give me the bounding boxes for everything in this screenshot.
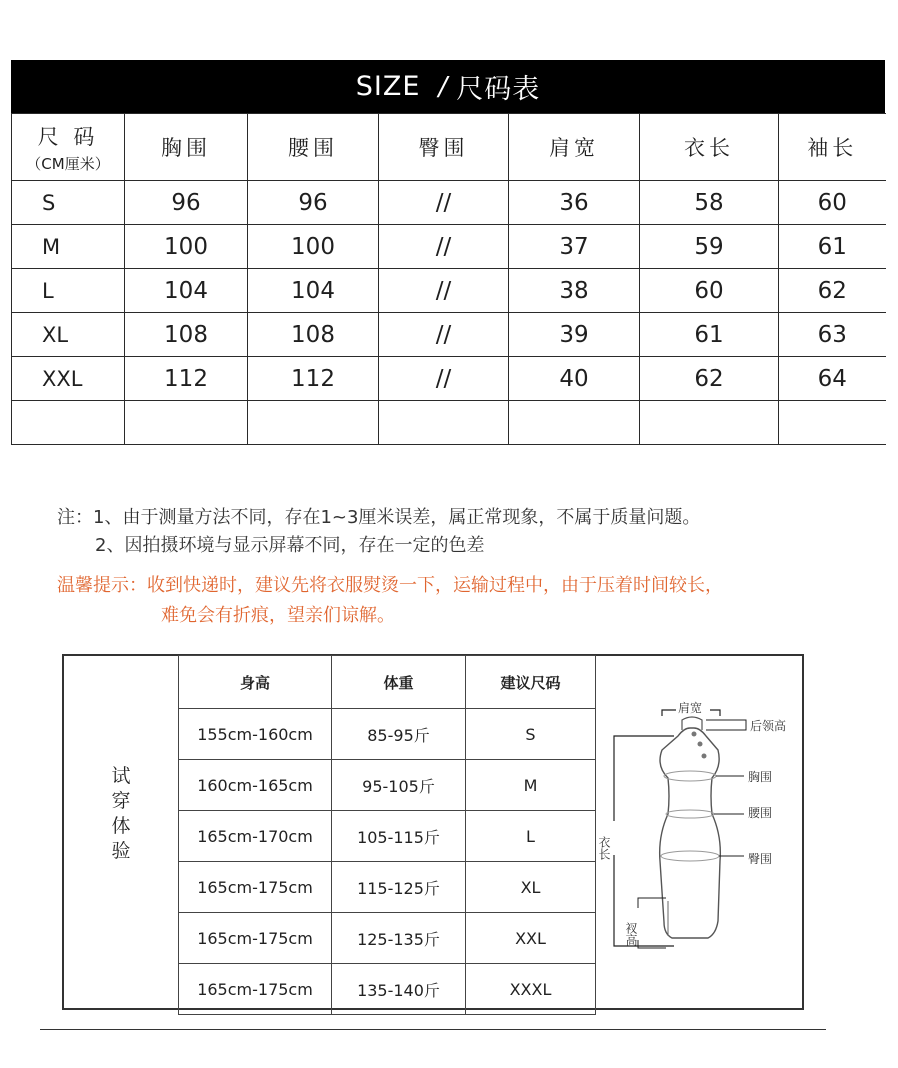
label-waist: 腰围	[748, 806, 773, 820]
size-title-separator: /	[438, 71, 449, 102]
label-hip: 臀围	[748, 852, 773, 866]
cell-chest: 104	[125, 269, 248, 313]
cell-hip: //	[379, 269, 509, 313]
table-row	[179, 760, 597, 811]
cell-sleeve: 63	[779, 313, 886, 357]
fit-header-size: 建议尺码	[466, 656, 596, 709]
fit-cell-height: 165cm-175cm	[179, 862, 332, 913]
cell-hip: //	[379, 225, 509, 269]
fit-header-weight: 体重	[332, 656, 466, 709]
header-sleeve: 袖长	[779, 114, 886, 181]
size-chart-title	[11, 60, 885, 113]
fit-cell-height: 165cm-170cm	[179, 811, 332, 862]
cell-shoulder: 40	[509, 357, 640, 401]
table-row	[12, 269, 886, 313]
cell-empty	[509, 401, 640, 445]
header-unit-label: （CM厘米）	[26, 154, 110, 173]
fit-cell-weight: 135-140斤	[332, 964, 466, 1015]
tip-line-2: 难免会有折痕，望亲们谅解。	[161, 605, 395, 626]
header-length: 衣长	[640, 114, 779, 181]
fit-cell-size: XL	[466, 862, 596, 913]
note-line-2: 2、因拍摄环境与显示屏幕不同，存在一定的色差	[95, 535, 485, 556]
qipao-measurement-diagram	[594, 686, 804, 986]
fit-cell-weight: 115-125斤	[332, 862, 466, 913]
cell-length: 62	[640, 357, 779, 401]
header-size	[12, 114, 125, 181]
cell-hip: //	[379, 313, 509, 357]
size-title-cn: 尺码表	[456, 74, 541, 105]
measurement-notes	[57, 504, 700, 560]
cell-empty	[12, 401, 125, 445]
table-row-empty	[12, 401, 886, 445]
cell-length: 61	[640, 313, 779, 357]
cell-hip: //	[379, 181, 509, 225]
warm-tip	[57, 571, 723, 631]
table-row	[12, 357, 886, 401]
cell-sleeve: 62	[779, 269, 886, 313]
cell-sleeve: 64	[779, 357, 886, 401]
table-row	[179, 811, 597, 862]
cell-empty	[125, 401, 248, 445]
cell-chest: 100	[125, 225, 248, 269]
table-row	[12, 313, 886, 357]
label-chest: 胸围	[748, 770, 773, 784]
label-shoulder: 肩宽	[678, 701, 703, 715]
header-size-label: 尺 码	[37, 124, 99, 149]
cell-size: M	[12, 225, 125, 269]
note-line-1: 注：1、由于测量方法不同，存在1~3厘米误差，属正常现象，不属于质量问题。	[57, 507, 701, 528]
fit-cell-height: 155cm-160cm	[179, 709, 332, 760]
cell-empty	[640, 401, 779, 445]
cell-shoulder: 37	[509, 225, 640, 269]
fit-table	[178, 655, 597, 1015]
cell-length: 60	[640, 269, 779, 313]
cell-length: 59	[640, 225, 779, 269]
fit-cell-size: S	[466, 709, 596, 760]
collar-bracket	[706, 720, 746, 730]
hip-line	[661, 851, 719, 861]
cell-sleeve: 60	[779, 181, 886, 225]
cell-shoulder: 38	[509, 269, 640, 313]
table-row	[179, 964, 597, 1015]
cell-waist: 108	[248, 313, 379, 357]
cell-size: XL	[12, 313, 125, 357]
fit-cell-size: M	[466, 760, 596, 811]
fit-cell-height: 165cm-175cm	[179, 913, 332, 964]
header-shoulder: 肩宽	[509, 114, 640, 181]
fit-cell-height: 160cm-165cm	[179, 760, 332, 811]
cell-sleeve: 61	[779, 225, 886, 269]
cell-length: 58	[640, 181, 779, 225]
cell-shoulder: 36	[509, 181, 640, 225]
cell-waist: 96	[248, 181, 379, 225]
cell-chest: 112	[125, 357, 248, 401]
size-title-en: SIZE	[355, 71, 421, 102]
fit-cell-height: 165cm-175cm	[179, 964, 332, 1015]
cell-size: S	[12, 181, 125, 225]
cell-waist: 104	[248, 269, 379, 313]
label-length: 衣长	[597, 836, 611, 860]
label-collar: 后领高	[750, 719, 787, 733]
fit-cell-size: L	[466, 811, 596, 862]
cell-chest: 96	[125, 181, 248, 225]
fit-cell-weight: 95-105斤	[332, 760, 466, 811]
waist-line	[666, 810, 714, 818]
table-row	[179, 913, 597, 964]
dress-outline	[660, 728, 721, 938]
cell-empty	[779, 401, 886, 445]
fit-cell-weight: 105-115斤	[332, 811, 466, 862]
size-table	[11, 113, 886, 445]
cell-shoulder: 39	[509, 313, 640, 357]
fit-cell-weight: 85-95斤	[332, 709, 466, 760]
cell-empty	[248, 401, 379, 445]
tryon-title: 试穿体验	[111, 765, 131, 862]
tip-line-1: 温馨提示：收到快递时，建议先将衣服熨烫一下，运输过程中，由于压着时间较长，	[57, 575, 723, 596]
button-dot	[698, 742, 703, 747]
tryon-section	[62, 654, 804, 1010]
bottom-divider	[40, 1029, 826, 1030]
header-chest: 胸围	[125, 114, 248, 181]
cell-waist: 100	[248, 225, 379, 269]
header-hip: 臀围	[379, 114, 509, 181]
cell-chest: 108	[125, 313, 248, 357]
button-dot	[692, 732, 697, 737]
fit-cell-size: XXL	[466, 913, 596, 964]
cell-empty	[379, 401, 509, 445]
size-table-header-row	[12, 114, 886, 181]
cell-size: L	[12, 269, 125, 313]
header-waist: 腰围	[248, 114, 379, 181]
table-row	[12, 225, 886, 269]
cell-waist: 112	[248, 357, 379, 401]
table-row	[179, 862, 597, 913]
fit-header-height: 身高	[179, 656, 332, 709]
label-slit: 衩高	[624, 922, 638, 946]
button-dot	[702, 754, 707, 759]
table-row	[179, 709, 597, 760]
cell-hip: //	[379, 357, 509, 401]
chest-line	[664, 771, 716, 781]
fit-cell-size: XXXL	[466, 964, 596, 1015]
fit-table-header-row	[179, 656, 597, 709]
table-row	[12, 181, 886, 225]
fit-cell-weight: 125-135斤	[332, 913, 466, 964]
cell-size: XXL	[12, 357, 125, 401]
